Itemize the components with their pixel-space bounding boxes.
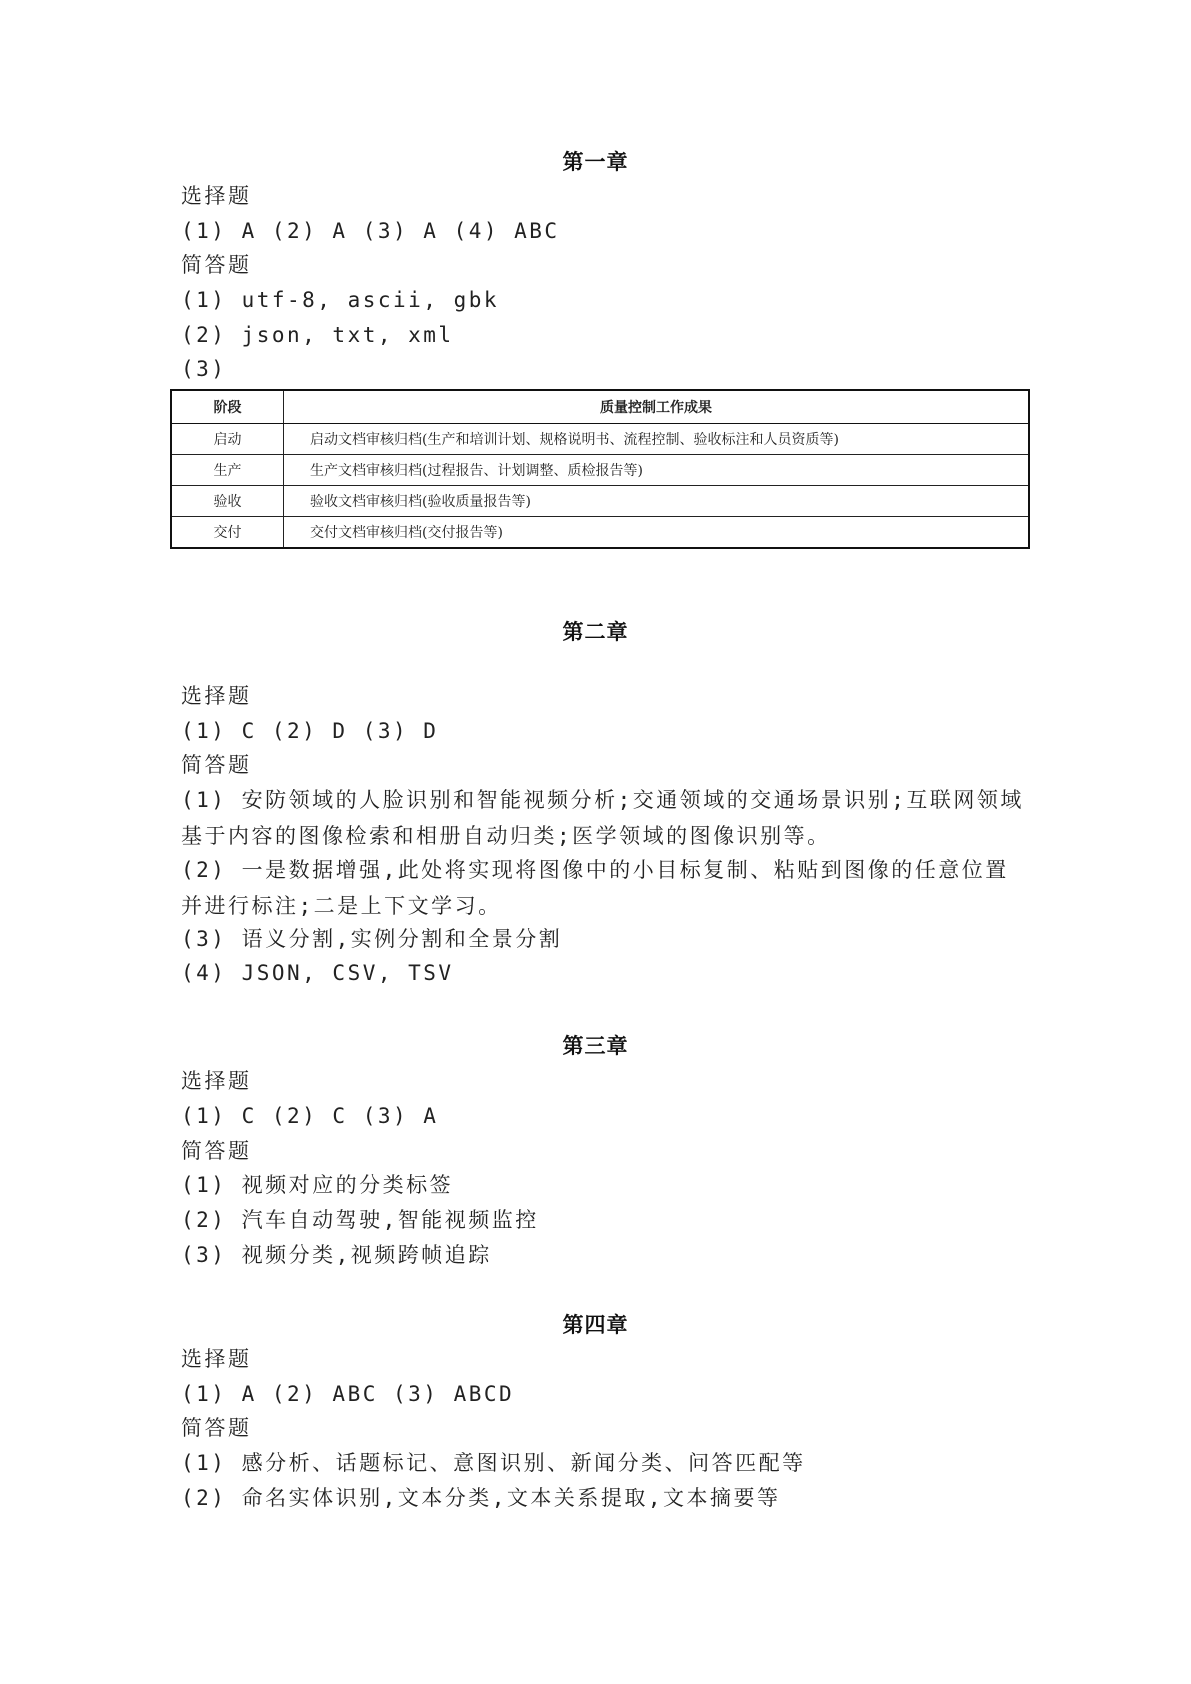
ch1-short-answer-1: (1) utf-8, ascii, gbk (181, 288, 500, 312)
ch4-choice-heading: 选择题 (181, 1347, 252, 1371)
ch4-short-heading: 简答题 (181, 1416, 252, 1440)
ch1-short-answer-2: (2) json, txt, xml (181, 323, 454, 347)
table-row (171, 424, 1029, 455)
table-cell-result: 启动文档审核归档(生产和培训计划、规格说明书、流程控制、验收标注和人员资质等) (284, 424, 1030, 455)
table-row (171, 455, 1029, 486)
table-cell-stage: 启动 (171, 424, 284, 455)
ch2-short-answer-3: (3) 语义分割,实例分割和全景分割 (181, 927, 563, 951)
table-cell-stage: 生产 (171, 455, 284, 486)
ch3-choice-heading: 选择题 (181, 1069, 252, 1093)
table-row (171, 486, 1029, 517)
ch1-short-answer-3: (3) (181, 357, 227, 381)
table-cell-stage: 验收 (171, 486, 284, 517)
chapter-2-title: 第二章 (562, 619, 629, 644)
ch1-choice-answers: (1) A (2) A (3) A (4) ABC (181, 219, 560, 243)
table-cell-result: 验收文档审核归档(验收质量报告等) (284, 486, 1030, 517)
chapter-4-title: 第四章 (562, 1312, 629, 1337)
chapter-3-title: 第三章 (562, 1033, 629, 1058)
table-row (171, 517, 1029, 549)
table-header-result: 质量控制工作成果 (284, 390, 1030, 424)
ch2-choice-answers: (1) C (2) D (3) D (181, 719, 439, 743)
ch4-short-answer-1: (1) 感分析、话题标记、意图识别、新闻分类、问答匹配等 (181, 1451, 806, 1475)
ch2-short-answer-4: (4) JSON, CSV, TSV (181, 961, 454, 985)
table-cell-stage: 交付 (171, 517, 284, 549)
table-cell-result: 交付文档审核归档(交付报告等) (284, 517, 1030, 549)
ch4-short-answer-2: (2) 命名实体识别,文本分类,文本关系提取,文本摘要等 (181, 1486, 781, 1510)
table-header-row (171, 390, 1029, 424)
ch2-choice-heading: 选择题 (181, 684, 252, 708)
ch3-short-answer-2: (2) 汽车自动驾驶,智能视频监控 (181, 1208, 539, 1232)
ch2-short-heading: 简答题 (181, 753, 252, 777)
table-header-stage: 阶段 (171, 390, 284, 424)
ch2-short-answer-2: (2) 一是数据增强,此处将实现将图像中的小目标复制、粘贴到图像的任意位置并进行标注;二是上下文学习。 (181, 858, 1009, 918)
chapter-1-title: 第一章 (562, 149, 629, 174)
ch2-short-answer-1: (1) 安防领域的人脸识别和智能视频分析;交通领域的交通场景识别;互联网领域基于内容的图像检索和相册自动归类;医学领域的图像识别等。 (181, 788, 1024, 848)
ch4-choice-answers: (1) A (2) ABC (3) ABCD (181, 1382, 515, 1406)
ch3-choice-answers: (1) C (2) C (3) A (181, 1104, 439, 1128)
ch1-choice-heading: 选择题 (181, 184, 252, 208)
ch3-short-answer-1: (1) 视频对应的分类标签 (181, 1173, 454, 1197)
ch3-short-heading: 简答题 (181, 1139, 252, 1163)
quality-control-table (170, 389, 1030, 549)
table-cell-result: 生产文档审核归档(过程报告、计划调整、质检报告等) (284, 455, 1030, 486)
ch1-short-heading: 简答题 (181, 253, 252, 277)
ch3-short-answer-3: (3) 视频分类,视频跨帧追踪 (181, 1243, 492, 1267)
